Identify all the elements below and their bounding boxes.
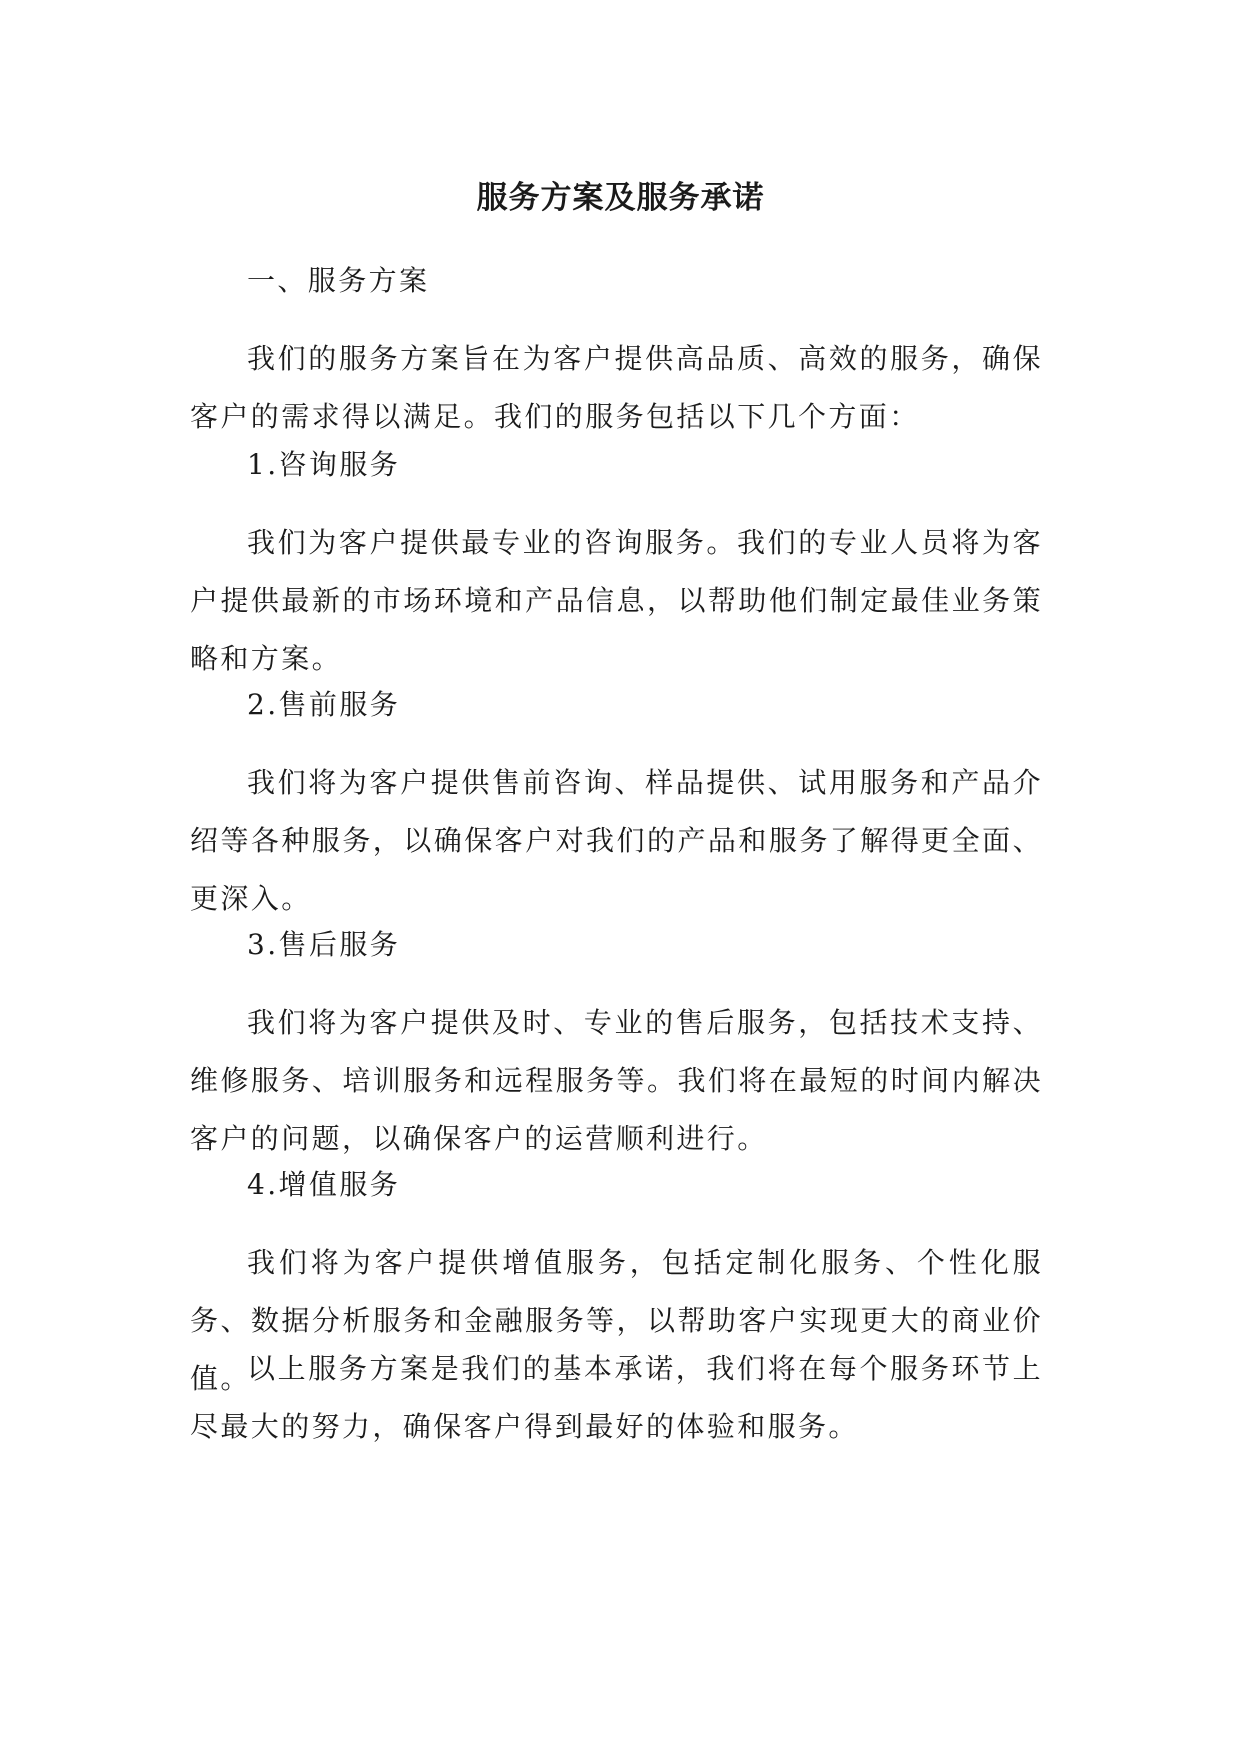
section-heading-service-plan: 一、服务方案	[247, 264, 430, 297]
paragraph-value-added: 我们将为客户提供增值服务，包括定制化服务、个性化服务、数据分析服务和金融服务等，以帮助客户实现更大的商业价值。	[190, 1246, 1043, 1395]
paragraph-aftersales: 我们将为客户提供及时、专业的售后服务，包括技术支持、维修服务、培训服务和远程服务等。我们将在最短的时间内解决客户的问题，以确保客户的运营顺利进行。	[190, 1006, 1043, 1155]
paragraph-presales: 我们将为客户提供售前咨询、样品提供、试用服务和产品介绍等各种服务，以确保客户对我们的产品和服务了解得更全面、更深入。	[190, 766, 1043, 915]
subheading-aftersales: 3.售后服务	[247, 928, 401, 961]
paragraph-commitment: 以上服务方案是我们的基本承诺，我们将在每个服务环节上尽最大的努力，确保客户得到最好的体验和服务。	[190, 1352, 1043, 1443]
paragraph-intro: 我们的服务方案旨在为客户提供高品质、高效的服务，确保客户的需求得以满足。我们的服务包括以下几个方面：	[190, 342, 1043, 433]
paragraph-consulting: 我们为客户提供最专业的咨询服务。我们的专业人员将为客户提供最新的市场环境和产品信息，以帮助他们制定最佳业务策略和方案。	[190, 526, 1043, 675]
subheading-presales: 2.售前服务	[247, 688, 401, 721]
page-title: 服务方案及服务承诺	[476, 180, 765, 216]
subheading-value-added: 4.增值服务	[247, 1168, 401, 1201]
subheading-consulting: 1.咨询服务	[247, 448, 401, 481]
